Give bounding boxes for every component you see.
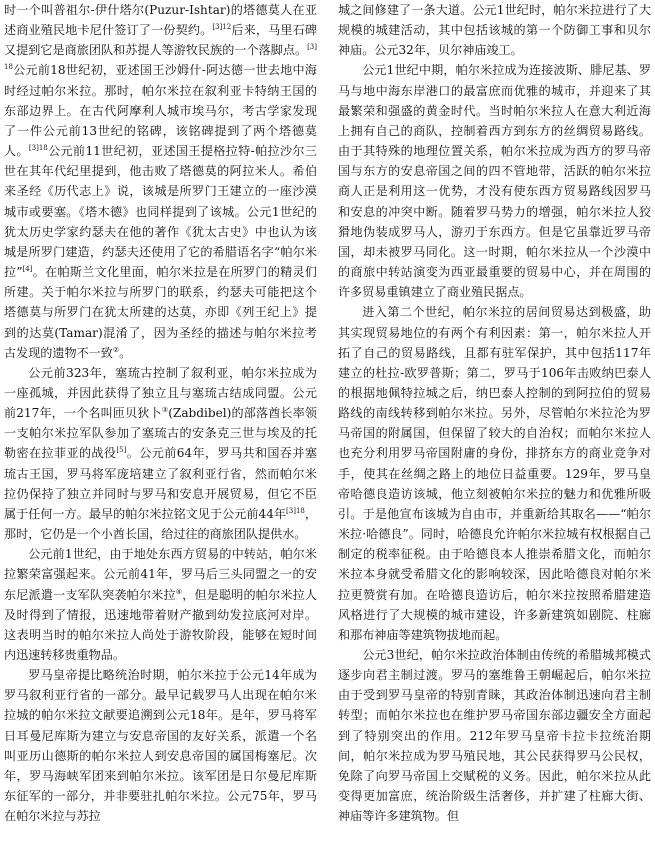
text-run: 。公元前64年，罗马共和国吞并塞琉古王国，罗马将军庞培建立了叙利亚行省，然而帕尔米拉仍保持了独立并同时与罗马和安息开展贸易，但它不臣属于任何一方。最早的帕尔米拉铭文见于公元前44年 xyxy=(4,446,317,521)
text-run: 公元前1世纪，由于地处东西方贸易的中转站，帕尔米拉繁荣富强起来。公元前41年，罗马后三头同盟之一的安东尼派遣一支军队突袭帕尔米拉 xyxy=(4,547,317,602)
paragraph xyxy=(4,665,317,826)
citation-marker: [3]18 xyxy=(28,144,48,153)
citation-marker: [5] xyxy=(116,446,127,455)
citation-marker: [4] xyxy=(22,265,33,273)
text-run: ，但是聪明的帕尔米拉人及时得到了情报，迅速地带着财产撤到幼发拉底河对岸。这表明当时的帕尔米拉人尚处于游牧阶段，能够在短时间内迅速转移贵重物品。 xyxy=(4,587,317,662)
text-run: 城之间修建了一条大道。公元1世纪时，帕尔米拉进行了大规模的城建活动，其中包括该城的第一个防御工事和贝尔神庙。公元32年，贝尔神庙竣工。 xyxy=(338,3,651,58)
text-run: 公元前11世纪初，亚述国王提格拉特-帕拉沙尔三世在其年代纪里提到，他击败了塔德莫的阿拉米人。希伯来圣经《历代志上》说，该城是所罗门王建立的一座沙漠城市或要塞。《塔木德》也同样提到了该城。公元1世纪的犹太历史学家约瑟夫在他的著作《犹太古史》中也认为该城是所罗门建造，约瑟夫还使用了它的希腊语名字“帕尔米拉” xyxy=(4,144,317,280)
paragraph xyxy=(338,60,651,302)
right-text-column xyxy=(338,0,651,826)
citation-marker: ③ xyxy=(161,406,169,415)
text-run: 后来，马里石碑又提到它是商旅团队和苏提人等游牧民族的一个落脚点。 xyxy=(4,23,317,58)
text-run: 。在帕斯兰文化里面，帕尔米拉是在所罗门的精灵们所建。关于帕尔米拉与所罗门的联系，约瑟夫可能把这个塔德莫与所罗门在犹太所建的达莫，亦即《列王纪上》提到的达莫(Tamar)混淆了，因为圣经的描述与帕尔米拉考古发现的遗物不一致 xyxy=(4,265,317,360)
citation-marker: ④ xyxy=(175,587,183,596)
paragraph xyxy=(338,0,651,60)
citation-marker: [3]12 xyxy=(212,23,232,32)
left-text-column xyxy=(4,0,317,826)
text-run: 公元前323年，塞琉古控制了叙利亚，帕尔米拉成为一座孤城，并因此获得了独立且与塞琉古结成同盟。公元前217年，一个名叫匝贝狄卜 xyxy=(4,365,317,421)
paragraph xyxy=(4,363,317,544)
paragraph xyxy=(338,645,651,826)
text-run: 公元3世纪，帕尔米拉政治体制由传统的希腊城邦模式逐步向君主制过渡。罗马的塞维鲁王朝崛起后，帕尔米拉由于受到罗马皇帝的特别青睐，其政治体制迅速向君主制转型；而帕尔米拉也在维护罗马帝国东部边疆安全方面起到了特别突出的作用。212年罗马皇帝卡拉卡拉统治期间，帕尔米拉成为罗马殖民地，其公民获得罗马公民权，免除了向罗马帝国上交赋税的义务。因此，帕尔米拉从此变得更加富庶，统治阶级生活奢侈，并扩建了柱廊大街、神庙等许多建筑物。但 xyxy=(338,648,651,824)
citation-marker: ② xyxy=(112,345,120,354)
citation-marker: [3]18 xyxy=(4,43,317,72)
paragraph xyxy=(4,544,317,665)
paragraph xyxy=(338,302,651,645)
text-run: (Zabdibel)的部落酋长率领一支帕尔米拉军队参加了塞琉古的安条克三世与埃及的托勒密在拉菲亚的战役 xyxy=(4,406,317,461)
text-run: 时一个叫普祖尔-伊什塔尔(Puzur-Ishtar)的塔德莫人在亚述商业殖民地卡尼什签订了一份契约。 xyxy=(4,3,317,38)
text-run: 公元1世纪中期，帕尔米拉成为连接波斯、腓尼基、罗马与地中海东岸港口的最富庶而优雅的城市，并迎来了其最繁荣和强盛的黄金时代。当时帕尔米拉人在意大利近海上拥有自己的商队，控制着西方到东方的丝绸贸易路线。由于其特殊的地理位置关系，帕尔米拉成为西方的罗马帝国与东方的安息帝国之间的四不管地带，活跃的帕尔米拉商人正是利用这一优势，才没有使东西方贸易路线因罗马和安息的冲突中断。随着罗马势力的增强，帕尔米拉人狡猾地伪装成罗马人，游刃于东西方。但是它虽靠近罗马帝国，却未被罗马同化。这一时期，帕尔米拉从一个沙漠中的商旅中转站演变为西亚最重要的贸易中心，并在周围的许多贸易重镇建立了商业殖民据点。 xyxy=(338,63,651,300)
text-run: ，那时，它仍是一个小酋长国，给过往的商旅团队提供水。 xyxy=(4,506,317,542)
text-run: 公元前18世纪初，亚述国王沙姆什-阿达德一世去地中海时经过帕尔米拉。那时，帕尔米拉在叙利亚卡特纳王国的东部边界上。在古代阿摩利人城市埃马尔，考古学家发现了一件公元前13世纪的铭碑，该铭碑提到了两个塔德莫人。 xyxy=(4,63,317,159)
text-run: 进入第二个世纪，帕尔米拉的居间贸易达到极盛，助其实现贸易地位的有两个有利因素：第一，帕尔米拉人开拓了自己的贸易路线，且都有驻军保护，其中包括117年建立的杜拉-欧罗普斯；第二，罗马于106年击败纳巴泰人的根据地佩特拉城之后，纳巴泰人控制的到阿拉伯的贸易路线的南线转移到帕尔米拉。另外，尽管帕尔米拉沦为罗马帝国的附属国，但保留了较大的自治权；而帕尔米拉人也充分利用罗马帝国附庸的身份，排挤东方的商业竞争对手，使其在丝绸之路上的地位日益重要。129年，罗马皇帝哈德良造访该城，他立刻被帕尔米拉的魅力和优雅所吸引。于是他宣布该城为自由市，并重新给其取名——“帕尔米拉·哈德良”。同时，哈德良允许帕尔米拉城有权根据自己制定的税率征税。由于哈德良本人推崇希腊文化，而帕尔米拉本身就受希腊文化的影响较深，因此哈德良对帕尔米拉更赞赏有加。在哈德良造访后，帕尔米拉按照希腊建造风格进行了大规模的城市建设，许多新建筑如剧院、柱廊和那布神庙等建筑物拔地而起。 xyxy=(338,305,651,642)
citation-marker: [3]18 xyxy=(286,506,305,515)
paragraph xyxy=(4,0,317,363)
text-run: 罗马皇帝提比略统治时期，帕尔米拉于公元14年成为罗马叙利亚行省的一部分。最早记载罗马人出现在帕尔米拉城的帕尔米拉文献要追溯到公元18年。是年，罗马将军日耳曼尼库斯为建立与安息帝国的友好关系，派遣一个名叫亚历山德斯的帕尔米拉人到安息帝国的属国梅塞尼。次年，罗马海峡军团来到帕尔米拉。该军团是日尔曼尼库斯东征军的一部分，并非要驻扎帕尔米拉。公元75年，罗马在帕尔米拉与苏拉 xyxy=(4,668,317,824)
text-run: 。 xyxy=(119,345,132,360)
